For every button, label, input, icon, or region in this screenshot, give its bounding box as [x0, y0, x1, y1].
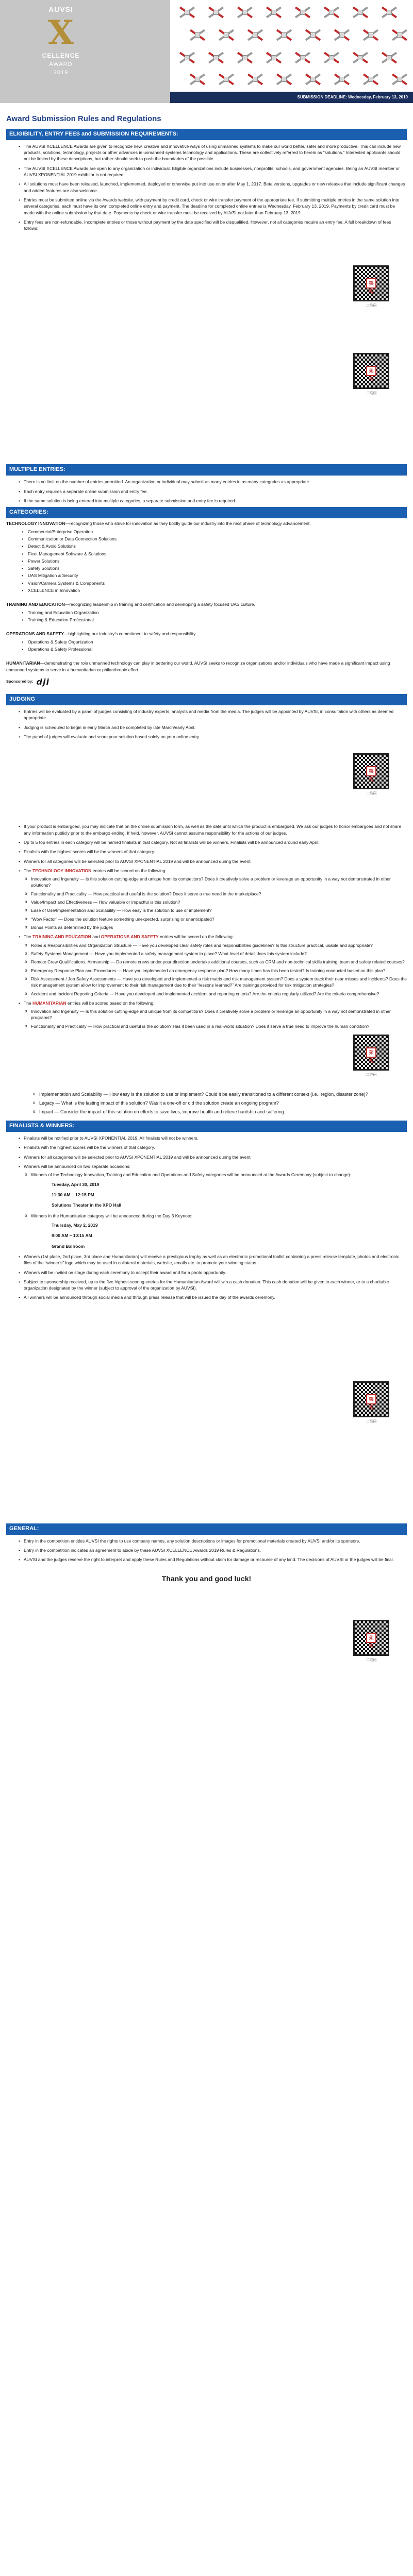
- drone-icon: [301, 70, 325, 89]
- drone-row: [186, 70, 411, 89]
- announcement-occasions: [24, 1170, 407, 1249]
- qr-center-badge: 架构: [366, 278, 376, 289]
- list-item: • There is no limit on the number of entries permitted. An organization or individual may submit as many entries in as many categories as appropriate.: [6, 479, 407, 485]
- category-description: —recognizing leadership in training and certification and developing a safety focused UAS culture.: [64, 602, 255, 607]
- criteria-item: o Emergency Response Plan and Procedures — Have you implemented an emergency response plan? How many times has this been tested? Is training conducted based on this plan?: [24, 968, 407, 974]
- drone-icon: [272, 26, 296, 44]
- criteria-item: o Functionality and Practicality — How practical and useful is the solution? Has it been used in a real-world situation? Does it serve a true need to improve the human condition?: [24, 1023, 407, 1029]
- qr-center-badge: 架构: [366, 1633, 376, 1643]
- banner-logo-panel: [0, 0, 170, 103]
- drone-icon: [204, 48, 228, 67]
- criteria-tail: entries will be scored based on the following:: [66, 1000, 155, 1006]
- qr-center-badge: 架构: [366, 366, 376, 376]
- list-item: • Training and Education Organization: [22, 609, 407, 616]
- qr-code-image: [353, 265, 389, 301]
- schedule-date: Thursday, May 2, 2019: [52, 1222, 98, 1228]
- operations-subcategories: [6, 637, 407, 655]
- list-item: • Communication or Data Connection Solutions: [22, 536, 407, 542]
- drone-icon: [243, 26, 267, 44]
- list-item: • Entry fees are non-refundable. Incomplete entries or those without payment by the date specified will be disqualified. However, not all categories require an entry fee. A full breakdown of fees follows:: [6, 219, 407, 232]
- logo-line-auvsi: AUVSI: [48, 5, 73, 13]
- qr-code[interactable]: [351, 265, 391, 315]
- qr-caption: 二维码: [366, 792, 377, 796]
- schedule-date: Tuesday, April 30, 2019: [52, 1181, 100, 1187]
- list-item: • Detect & Avoid Solutions: [22, 543, 407, 549]
- drone-icon: [272, 70, 296, 89]
- list-item: • The AUVSI XCELLENCE Awards are open to any organization or individual. Eligible organizations include businesses, nonprofits, schools, and government agencies. Being an AUVSI member or AUVSI XPONENTIAL 2019 exhibitor is not required.: [6, 165, 407, 178]
- schedule-keynote: [31, 1222, 407, 1249]
- drone-icon: [262, 3, 286, 22]
- category-title: HUMANITARIAN: [6, 660, 40, 666]
- drone-pattern: [170, 0, 413, 92]
- humanitarian-criteria: [24, 1006, 407, 1029]
- criteria-tail: entries will be scored on the following:: [91, 868, 167, 873]
- qr-code[interactable]: [351, 1035, 391, 1084]
- drone-icon: [330, 70, 354, 89]
- logo-line-award: AWARD: [49, 61, 73, 67]
- qr-code-image: [353, 1035, 389, 1071]
- qr-caption: 二维码: [366, 392, 377, 396]
- list-item: [6, 1163, 407, 1249]
- category-description: —demonstrating the role unmanned technology can play in bettering our world. AUVSI seeks to recognize organizations and/or individuals who have made a significant impact using unmanned systems to serve in a humanitarian or philanthropic effort.: [6, 660, 390, 672]
- list-item: • If your product is embargoed, you may indicate that on the online submission form, as well as the date until which the product is embargoed. We ask our judges to honor embargoes and not share any information publicly prior to the embargo ending. If held, however, AUVSI cannot assume responsibility for the actions of our judges.: [6, 823, 407, 836]
- list-item: • Vision/Camera Systems & Components: [22, 580, 407, 586]
- rules-content: [0, 103, 413, 1687]
- humanitarian-criteria-continued: [6, 1089, 407, 1115]
- list-item: • Entries must be submitted online via the Awards website, with payment by credit card, check or wire transfer payment of the appropriate fee. If submitting multiple entries in the same solution into several categories, each must have its own completed online entry and payment. The deadline for completed online entries is Wednesday, February 13, 2019. Payments by credit card must be made with the online submission by that date. Payments by check or wire transfer must be received by AUVSI not later than February 13, 2019.: [6, 197, 407, 216]
- list-item: [6, 1000, 407, 1029]
- list-item: • Finalists with the highest scores will be the winners of that category.: [6, 849, 407, 855]
- list-item: • Power Solutions: [22, 558, 407, 564]
- category-technology: [6, 520, 407, 527]
- drone-icon: [262, 48, 286, 67]
- drone-icon: [204, 3, 228, 22]
- criteria-item: o Legacy — What is the lasting impact of this solution? Was it a one-off or did the solution create an ongoing program?: [32, 1100, 407, 1107]
- list-item: • Finalists with the highest scores will be the winners of that category.: [6, 1144, 407, 1150]
- qr-caption: 二维码: [366, 1658, 377, 1662]
- drone-icon: [320, 3, 343, 22]
- qr-code[interactable]: [351, 753, 391, 803]
- category-title: TECHNOLOGY INNOVATION: [6, 521, 65, 527]
- criteria-lead: The: [24, 868, 33, 873]
- list-item: • All winners will be announced through social media and through press release that will be issued the day of the awards ceremony.: [6, 1294, 407, 1300]
- drone-row: [175, 3, 401, 22]
- list-item: • Entries will be evaluated by a panel of judges consisting of industry experts, analysts and media from the media. The judges will be appointed by AUVSI, in consultation with others as deemed appropriate.: [6, 708, 407, 721]
- criteria-category-technology: TECHNOLOGY INNOVATION: [32, 868, 92, 873]
- criteria-item: o Remote Crew Qualifications, Airmanship — Do remote crews under your direction undertake additional courses, such as CRM and non-technical skills training, team and safety related courses?: [24, 959, 407, 965]
- criteria-item: o Innovation and Ingenuity — Is this solution cutting-edge and unique from its competitors? Does it creatively solve a problem or leverage an opportunity in a way not demonstrated in other programs?: [24, 1008, 407, 1021]
- criteria-item: o Impact — Consider the impact of this solution on efforts to save lives, improve health and relieve hardship and suffering.: [32, 1109, 407, 1115]
- fee-table-area: [6, 234, 407, 461]
- drone-icon: [359, 26, 383, 44]
- list-item: • Finalists will be notified prior to AUVSI XPONENTIAL 2019. All finalists will not be winners.: [6, 1135, 407, 1141]
- drone-icon: [233, 3, 257, 22]
- criteria-category-operations: OPERATIONS AND SAFETY: [101, 934, 159, 940]
- criteria-item: o Roles & Responsibilities and Organization Structure — Have you developed clear safety roles and responsibilities guidelines? Is this structure practical, usable and appropriate?: [24, 942, 407, 948]
- section-heading-eligibility: ELIGIBILITY, ENTRY FEES and SUBMISSION REQUIREMENTS:: [6, 129, 407, 140]
- drone-icon: [320, 48, 343, 67]
- drone-row: [186, 26, 411, 44]
- list-item: • All solutions must have been released, launched, implemented, deployed or otherwise put into use on or after May 1, 2017. Beta versions, upgrades or new releases that include significant changes and added features are also welcome.: [6, 181, 407, 194]
- list-item: • Winners for all categories will be selected prior to AUVSI XPONENTIAL 2019 and will be announced during the event.: [6, 1154, 407, 1160]
- list-item: • Safety Solutions: [22, 565, 407, 571]
- list-item: • The AUVSI XCELLENCE Awards are given to recognize new, creative and innovative ways of using unmanned systems to make our world better, safer and more productive. This can include new products, solutions, technology, projects or other advances in unmanned systems technology and applications. These are collectively referred to herein as “solutions.” Interested applicants should not be limited by these descriptions, but rather should seek to push the boundaries of the possible.: [6, 143, 407, 162]
- list-item: • UAS Mitigation & Security: [22, 572, 407, 579]
- qr-center-badge: 架构: [366, 1047, 376, 1058]
- drone-icon: [301, 26, 325, 44]
- section-heading-judging: JUDGING: [6, 694, 407, 705]
- category-description: —highlighting our industry’s commitment to safety and responsibility: [63, 631, 196, 637]
- drone-icon: [349, 48, 372, 67]
- drone-icon: [388, 26, 411, 44]
- finalists-gap: [6, 1304, 407, 1520]
- drone-icon: [359, 70, 383, 89]
- occasion-item: [24, 1172, 407, 1208]
- category-title: TRAINING AND EDUCATION: [6, 602, 65, 607]
- list-item: • Up to 5 top entries in each category will be named finalists in that category. Not all finalists will be winners. Finalists will be announced around early April.: [6, 839, 407, 845]
- schedule-time: 11:30 AM – 12:15 PM: [52, 1192, 94, 1198]
- schedule-time: 9:00 AM – 10:15 AM: [52, 1233, 92, 1239]
- page-title: Award Submission Rules and Regulations: [6, 114, 161, 123]
- occasion-text: Winners in the Humanitarian category will be announced during the Day 3 Keynote:: [31, 1213, 193, 1218]
- header-banner: [0, 0, 413, 103]
- qr-caption: 二维码: [366, 1073, 377, 1077]
- list-item: • Operations & Safety Professional: [22, 646, 407, 652]
- occasion-item: [24, 1213, 407, 1249]
- training-criteria: [24, 940, 407, 997]
- list-item: • Entry in the competition indicates an agreement to abide by these AUVSI XCELLENCE Awards 2019 Rules & Regulations.: [6, 1547, 407, 1553]
- criteria-item: o Implementation and Scalability — How easy is the solution to use or implement? Could it be easily transitioned to a different context (i.e., region, disaster zone)?: [32, 1091, 407, 1098]
- qr-caption: 二维码: [366, 1419, 377, 1423]
- drone-row: [175, 48, 401, 67]
- section-heading-finalists: FINALISTS & WINNERS:: [6, 1121, 407, 1132]
- list-item: • Winners for all categories will be selected prior to AUVSI XPONENTIAL 2019 and will be announced during the event.: [6, 858, 407, 865]
- category-humanitarian: [6, 660, 407, 673]
- eligibility-list: [6, 140, 407, 232]
- drone-icon: [214, 26, 238, 44]
- criteria-category-training: TRAINING AND EDUCATION: [32, 934, 91, 940]
- criteria-gap: [6, 1032, 407, 1089]
- list-item: • Winners (1st place, 2nd place, 3rd place and Humanitarian) will receive a prestigious trophy as well as an electronic promotional toolkit containing a press release template, photos and electronic files of the “winner’s” logo which may be used in collateral materials, website, emails etc. to promote your winning status.: [6, 1253, 407, 1266]
- qr-code-image: [353, 1381, 389, 1417]
- qr-code-image: [353, 353, 389, 389]
- list-item: • Judging is scheduled to begin in early March and be completed by late March/early April.: [6, 724, 407, 731]
- list-item: [6, 868, 407, 931]
- list-item: • XCELLENCE in Innovation: [22, 587, 407, 594]
- criteria-tail: entries will be scored on the following:: [158, 934, 234, 940]
- section-heading-categories: CATEGORIES:: [6, 507, 407, 518]
- list-item: • Each entry requires a separate online submission and entry fee.: [6, 488, 407, 495]
- qr-code-image: [353, 1620, 389, 1656]
- submission-deadline-bar: SUBMISSION DEADLINE: Wednesday, February 13, 2019: [170, 92, 413, 103]
- list-item-text: Winners will be announced on two separate occasions:: [24, 1164, 130, 1170]
- qr-code[interactable]: [351, 353, 391, 402]
- drone-icon: [349, 3, 372, 22]
- list-item: • Entry in the competition entitles AUVSI the rights to use company names, any solution descriptions or images for promotional materials created by AUVSI and/or its sponsors.: [6, 1538, 407, 1544]
- list-item: • AUVSI and the judges reserve the right to interpret and apply these Rules and Regulations without claim for damage or recourse of any kind. The decisions of AUVSI or the judges will be final.: [6, 1556, 407, 1563]
- schedule-location: Grand Ballroom: [52, 1243, 85, 1249]
- criteria-item: o Accident and Incident Reporting Criteria — Have you developed and implemented accident and reporting criteria? Are the criteria regularly utilized? Are the criteria comprehensive?: [24, 991, 407, 997]
- list-item: • The panel of judges will evaluate and score your solution based solely on your online entry.: [6, 734, 407, 740]
- criteria-item: o Risk Assessment / Job Safety Assessments — Have you developed and implemented a risk matrix and risk management system? Does a system track their near misses and incidents? Does the risk management system allow for improvement to their risk management due to their “lessons learned?” Are trainings provided for risk mitigation strategies?: [24, 976, 407, 989]
- category-title: OPERATIONS AND SAFETY: [6, 631, 64, 637]
- qr-code[interactable]: [351, 1381, 391, 1431]
- drone-icon: [214, 70, 238, 89]
- list-item: • Commercial/Enterprise Operation: [22, 529, 407, 535]
- list-item: • Winners will be invited on stage during each ceremony to accept their award and for a photo opportunity.: [6, 1269, 407, 1276]
- drone-icon: [233, 48, 257, 67]
- technology-criteria: [24, 874, 407, 930]
- drone-icon: [388, 70, 411, 89]
- criteria-item: o Innovation and Ingenuity — Is this solution cutting-edge and unique from its competitors? Does it creatively solve a problem or leverage an opportunity in a way not demonstrated in other solutions?: [24, 876, 407, 889]
- criteria-item: o Ease of Use/Implementation and Scalability — How easy is the solution to use or implement?: [24, 907, 407, 913]
- criteria-lead: The: [24, 934, 33, 940]
- section-heading-general: GENERAL:: [6, 1523, 407, 1535]
- logo-line-year: 2019: [53, 69, 69, 76]
- technology-subcategories: [6, 527, 407, 597]
- list-item: • Operations & Safety Organization: [22, 639, 407, 645]
- criteria-item: o Bonus Points as determined by the judges: [24, 924, 407, 930]
- training-subcategories: [6, 608, 407, 626]
- general-list: [6, 1535, 407, 1563]
- category-training: [6, 601, 407, 607]
- qr-caption: 二维码: [366, 304, 377, 308]
- dji-logo: dji: [36, 676, 49, 687]
- criteria-category-humanitarian: HUMANITARIAN: [32, 1000, 67, 1006]
- judging-gap: [6, 743, 407, 820]
- occasion-text: Winners of the Technology Innovation, Training and Education and Operations and Safety categories will be announced at the Awards Ceremony (subject to change):: [31, 1172, 352, 1178]
- criteria-mid: and: [91, 934, 101, 940]
- category-operations: [6, 631, 407, 637]
- finalists-list: [6, 1132, 407, 1301]
- judging-list: [6, 705, 407, 740]
- list-item: • Subject to sponsorship received, up to the five highest-scoring entries for the Humanitarian Award will win a cash donation. This cash donation will be given to each winner, or to a charitable organization designated by the winner (subject to approval of the organization by AUVSI).: [6, 1279, 407, 1292]
- list-item: • If the same solution is being entered into multiple categories, a separate submission and entry fee is required.: [6, 498, 407, 504]
- list-item: • Training & Education Professional: [22, 617, 407, 623]
- list-item: • Fleet Management Software & Solutions: [22, 551, 407, 557]
- drone-icon: [291, 3, 315, 22]
- qr-code-image: [353, 753, 389, 789]
- sponsor-label: Sponsored by:: [6, 679, 34, 684]
- drone-icon: [377, 48, 401, 67]
- list-item: [6, 934, 407, 997]
- drone-icon: [175, 48, 199, 67]
- section-heading-multiple-entries: MULTIPLE ENTRIES:: [6, 464, 407, 476]
- judging-list-continued: [6, 820, 407, 1029]
- drone-icon: [175, 3, 199, 22]
- logo-x-mark: X: [48, 13, 74, 53]
- logo-line-cellence: CELLENCE: [42, 52, 80, 60]
- auvsi-xcellence-logo: [25, 4, 97, 76]
- qr-code[interactable]: [351, 1620, 391, 1669]
- criteria-item: o Value/Impact and Effectiveness — How valuable or impactful is this solution?: [24, 899, 407, 905]
- drone-icon: [330, 26, 354, 44]
- criteria-item: o Functionality and Practicality — How practical and useful is the solution? Does it serve a true need in the marketplace?: [24, 891, 407, 897]
- qr-center-badge: 架构: [366, 766, 376, 776]
- criteria-item: o “Wow Factor” — Does the solution feature something unexpected, surprising or unanticipated?: [24, 916, 407, 922]
- sponsor-block: [6, 676, 407, 688]
- category-description: —recognizing those who strive for innovation as they boldly guide our industry into the next phase of technology advancement.: [65, 521, 311, 527]
- drone-icon: [186, 26, 209, 44]
- drone-icon: [291, 48, 315, 67]
- drone-icon: [377, 3, 401, 22]
- closing-message: Thank you and good luck!: [161, 1574, 252, 1583]
- criteria-lead: The: [24, 1000, 33, 1006]
- drone-icon: [186, 70, 209, 89]
- qr-center-badge: 架构: [366, 1394, 376, 1404]
- multiple-entries-list: [6, 476, 407, 504]
- footer-gap: [6, 1584, 407, 1687]
- schedule-awards-ceremony: [31, 1181, 407, 1209]
- schedule-location: Solutions Theater in the XPO Hall: [52, 1202, 122, 1208]
- drone-icon: [243, 70, 267, 89]
- criteria-item: o Safety Systems Management — Have you implemented a safety management system in place? What level of detail does this system include?: [24, 951, 407, 957]
